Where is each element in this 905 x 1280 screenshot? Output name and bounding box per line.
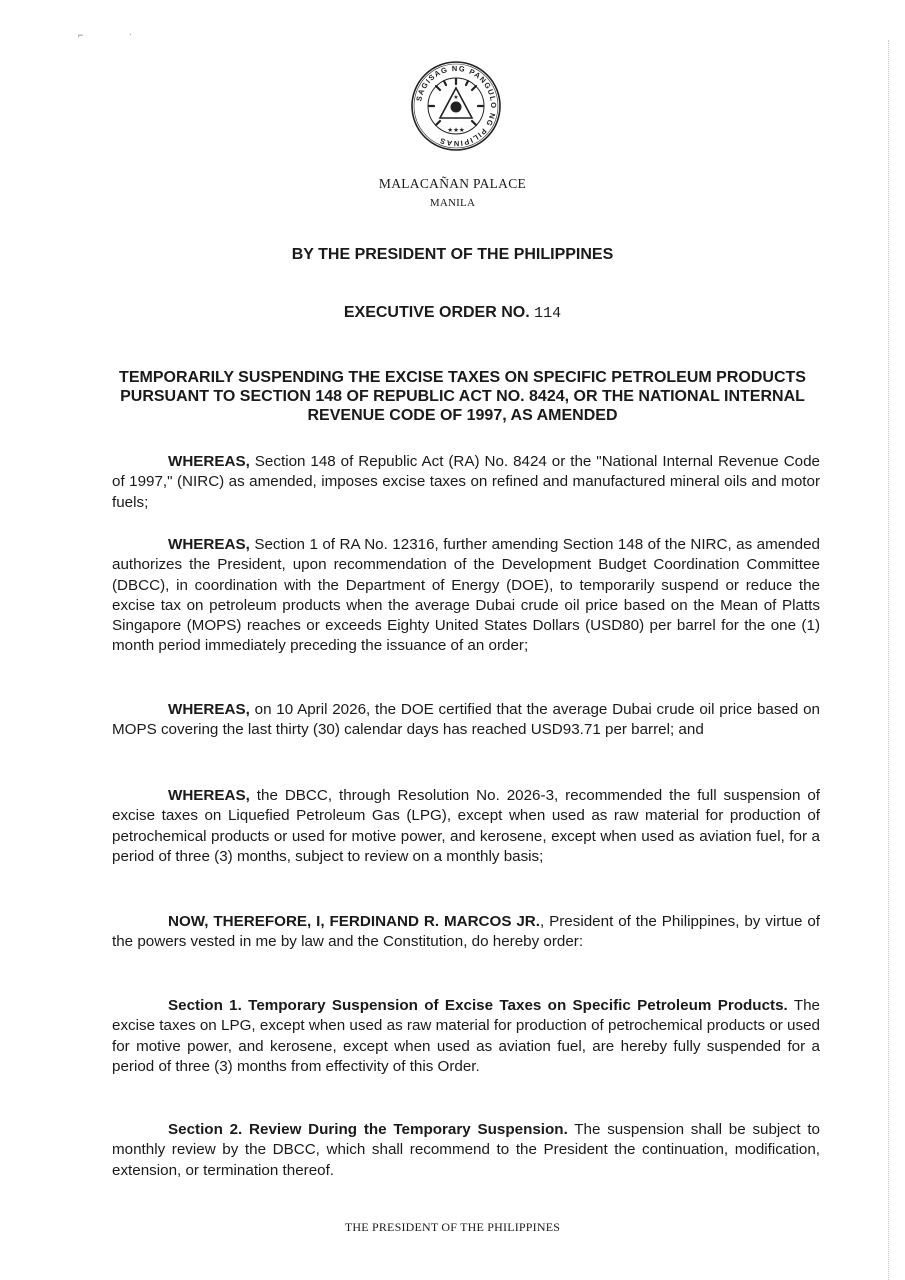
section-1 [112, 996, 820, 1077]
clause-lead: NOW, THEREFORE, I, FERDINAND R. MARCOS JR. [168, 913, 540, 930]
clause-lead: WHEREAS, [168, 453, 250, 470]
scan-speck: ⌐ [78, 30, 84, 40]
whereas-clause-3 [112, 700, 820, 741]
page-footer: THE PRESIDENT OF THE PHILIPPINES [344, 1220, 561, 1234]
scan-edge-artifact [888, 40, 890, 1280]
svg-text:★★★: ★★★ [447, 127, 465, 134]
whereas-clause-1 [112, 452, 820, 513]
presidential-seal-icon [410, 60, 502, 152]
whereas-clause-4 [112, 786, 820, 867]
whereas-clause-2 [112, 535, 820, 657]
order-label: EXECUTIVE ORDER NO. [343, 304, 530, 321]
clause-lead: WHEREAS, [168, 701, 250, 718]
svg-text:SAGISAG NG PANGULO NG PILIPINA: SAGISAG NG PANGULO NG PILIPINAS [414, 63, 499, 149]
clause-text: , President of the Philippines, by virtue of the powers vested in me by law and the Constitution, do hereby order: [112, 913, 821, 951]
clause-lead: WHEREAS, [168, 536, 250, 553]
clause-text: Section 148 of Republic Act (RA) No. 8424 or the "National Internal Revenue Code of 1997," (NIRC) as amended, imposes excise taxes on refined and manufactured mineral oils and motor fuels; [112, 453, 820, 511]
scan-speck: ˎ [129, 25, 132, 35]
section-heading: Section 1. Temporary Suspension of Excise Taxes on Specific Petroleum Products. [168, 997, 788, 1014]
svg-text:★: ★ [453, 95, 459, 101]
city-heading: MANILA [429, 197, 476, 209]
section-2 [112, 1120, 820, 1181]
palace-heading: MALACAÑAN PALACE [378, 176, 527, 191]
clause-text: the DBCC, through Resolution No. 2026-3, recommended the full suspension of excise taxes on Liquefied Petroleum Gas (LPG), except when used as raw material for production of petrochemical products or used for motive power, and kerosene, except when used as aviation fuel, for a period of three (3) months, subject to review on a monthly basis; [112, 787, 820, 865]
by-president-heading: BY THE PRESIDENT OF THE PHILIPPINES [291, 246, 614, 263]
clause-text: on 10 April 2026, the DOE certified that the average Dubai crude oil price based on MOPS covering the last thirty (30) calendar days has reached USD93.71 per barrel; and [112, 701, 820, 739]
section-text: The excise taxes on LPG, except when used as raw material for production of petrochemical products or used for motive power, and kerosene, except when used as aviation fuel, are hereby fully suspended for a period of three (3) months from effectivity of this Order. [112, 997, 820, 1075]
order-title: TEMPORARILY SUSPENDING THE EXCISE TAXES ON SPECIFIC PETROLEUM PRODUCTS PURSUANT TO SECTION 148 OF REPUBLIC ACT NO. 8424, OR THE NATIONAL INTERNAL REVENUE CODE OF 1997, AS AMENDED [119, 369, 806, 424]
section-heading: Section 2. Review During the Temporary Suspension. [168, 1121, 568, 1138]
clause-text: Section 1 of RA No. 12316, further amending Section 148 of the NIRC, as amended authorizes the President, upon recommendation of the Development Budget Coordination Committee (DBCC), in coordination with the Department of Energy (DOE), to temporarily suspend or reduce the excise tax on petroleum products when the average Dubai crude oil price based on the Mean of Platts Singapore (MOPS) reaches or exceeds Eighty United States Dollars (USD80) per barrel for the one (1) month period immediately preceding the issuance of an order; [112, 536, 820, 655]
order-number: 114 [534, 305, 562, 322]
now-therefore-clause [112, 912, 820, 953]
clause-lead: WHEREAS, [168, 787, 250, 804]
executive-order-heading [0, 304, 905, 322]
section-text: The suspension shall be subject to monthly review by the DBCC, which shall recommend to the President the continuation, modification, extension, or termination thereof. [112, 1121, 820, 1179]
